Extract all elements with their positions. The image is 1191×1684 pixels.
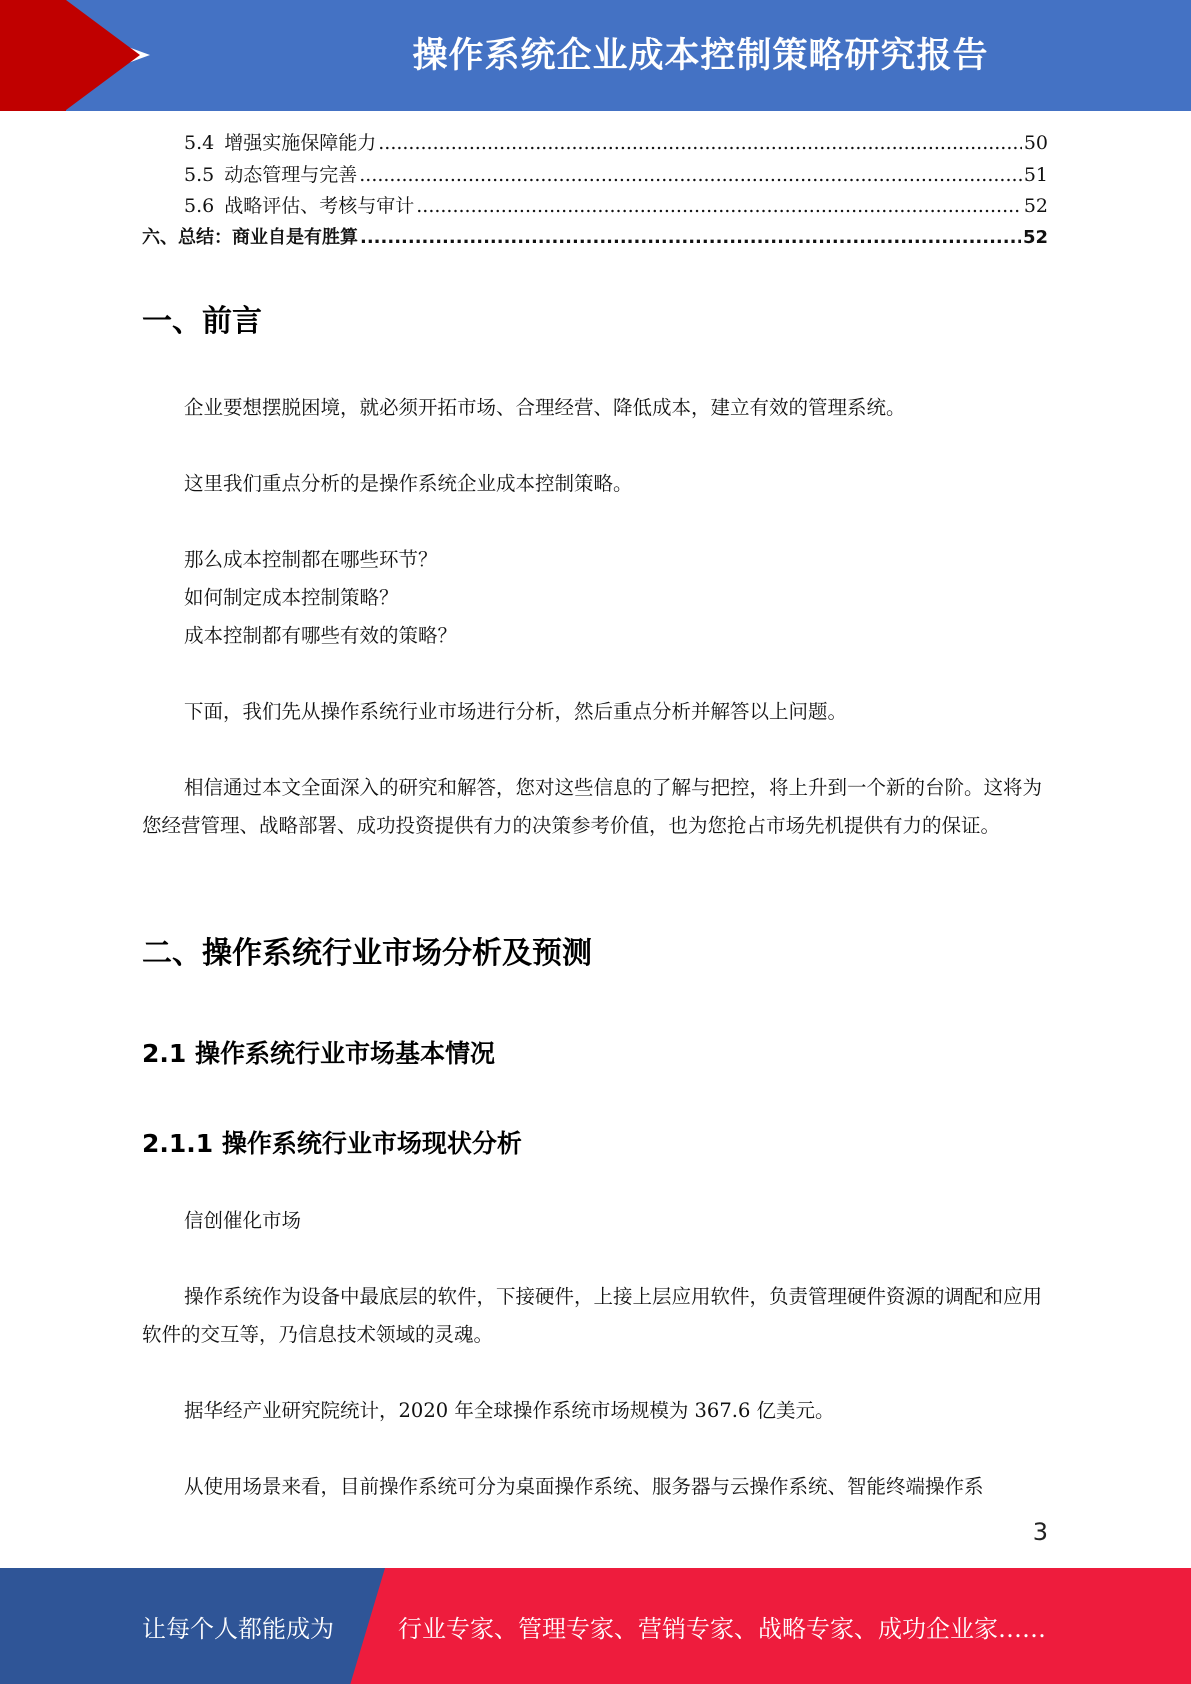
toc-entry-number: 5.4	[184, 132, 215, 154]
section-heading-preface: 一、前言	[142, 304, 262, 339]
toc-entry-page: 52	[1023, 195, 1048, 217]
toc-leader-dots	[359, 164, 1022, 186]
toc-entry-label: 增强实施保障能力	[224, 132, 377, 154]
paragraph: 企业要想摆脱困境，就必须开拓市场、合理经营、降低成本，建立有效的管理系统。	[184, 396, 906, 419]
toc-entry-label: 六、总结：商业自是有胜算	[142, 226, 358, 248]
toc-entry-page: 52	[1022, 226, 1048, 248]
toc-leader-dots	[378, 132, 1022, 154]
toc-entry-number: 5.5	[184, 163, 215, 186]
paragraph: 下面，我们先从操作系统行业市场进行分析，然后重点分析并解答以上问题。	[184, 700, 848, 723]
paragraph: 信创催化市场	[184, 1209, 302, 1232]
question-line: 如何制定成本控制策略？	[184, 586, 399, 609]
toc-entry-chapter[interactable]	[142, 223, 1048, 255]
toc-leader-dots	[416, 195, 1022, 217]
toc-entry-page: 51	[1023, 163, 1048, 186]
question-line: 那么成本控制都在哪些环节？	[184, 548, 438, 571]
toc-leader-dots	[360, 227, 1021, 248]
subsection-heading: 2.1 操作系统行业市场基本情况	[142, 1039, 495, 1068]
toc-entry[interactable]	[142, 160, 1048, 192]
footer-slogan-right: 行业专家、管理专家、营销专家、战略专家、成功企业家……	[398, 1614, 1046, 1643]
subsubsection-heading: 2.1.1 操作系统行业市场现状分析	[142, 1129, 522, 1158]
paragraph: 这里我们重点分析的是操作系统企业成本控制策略。	[184, 472, 633, 495]
paragraph: 从使用场景来看，目前操作系统可分为桌面操作系统、服务器与云操作系统、智能终端操作系	[184, 1475, 984, 1498]
paragraph: 据华经产业研究院统计，2020 年全球操作系统市场规模为 367.6 亿美元。	[184, 1399, 835, 1422]
question-line: 成本控制都有哪些有效的策略？	[184, 624, 458, 647]
section-heading-market: 二、操作系统行业市场分析及预测	[142, 936, 592, 971]
toc-entry-number: 5.6	[184, 195, 215, 217]
toc-entry[interactable]	[142, 128, 1048, 160]
header-red-block	[0, 0, 66, 111]
paragraph: 相信通过本文全面深入的研究和解答，您对这些信息的了解与把控，将上升到一个新的台阶。这将为您经营管理、战略部署、成功投资提供有力的决策参考价值，也为您抢占市场先机提供有力的保证。	[142, 776, 1043, 837]
table-of-contents	[142, 128, 1048, 254]
toc-entry[interactable]	[142, 191, 1048, 223]
page-header	[0, 0, 1191, 111]
page-footer	[0, 1568, 1191, 1684]
toc-entry-page: 50	[1023, 132, 1048, 154]
header-arrow-red	[66, 0, 140, 110]
page-number: 3	[1032, 1518, 1048, 1546]
toc-entry-label: 动态管理与完善	[224, 163, 358, 186]
paragraph: 操作系统作为设备中最底层的软件，下接硬件，上接上层应用软件，负责管理硬件资源的调配和应用软件的交互等，乃信息技术领域的灵魂。	[142, 1285, 1043, 1346]
footer-slogan-left: 让每个人都能成为	[142, 1614, 334, 1643]
toc-entry-label: 战略评估、考核与审计	[224, 195, 415, 217]
document-title: 操作系统企业成本控制策略研究报告	[412, 36, 989, 76]
